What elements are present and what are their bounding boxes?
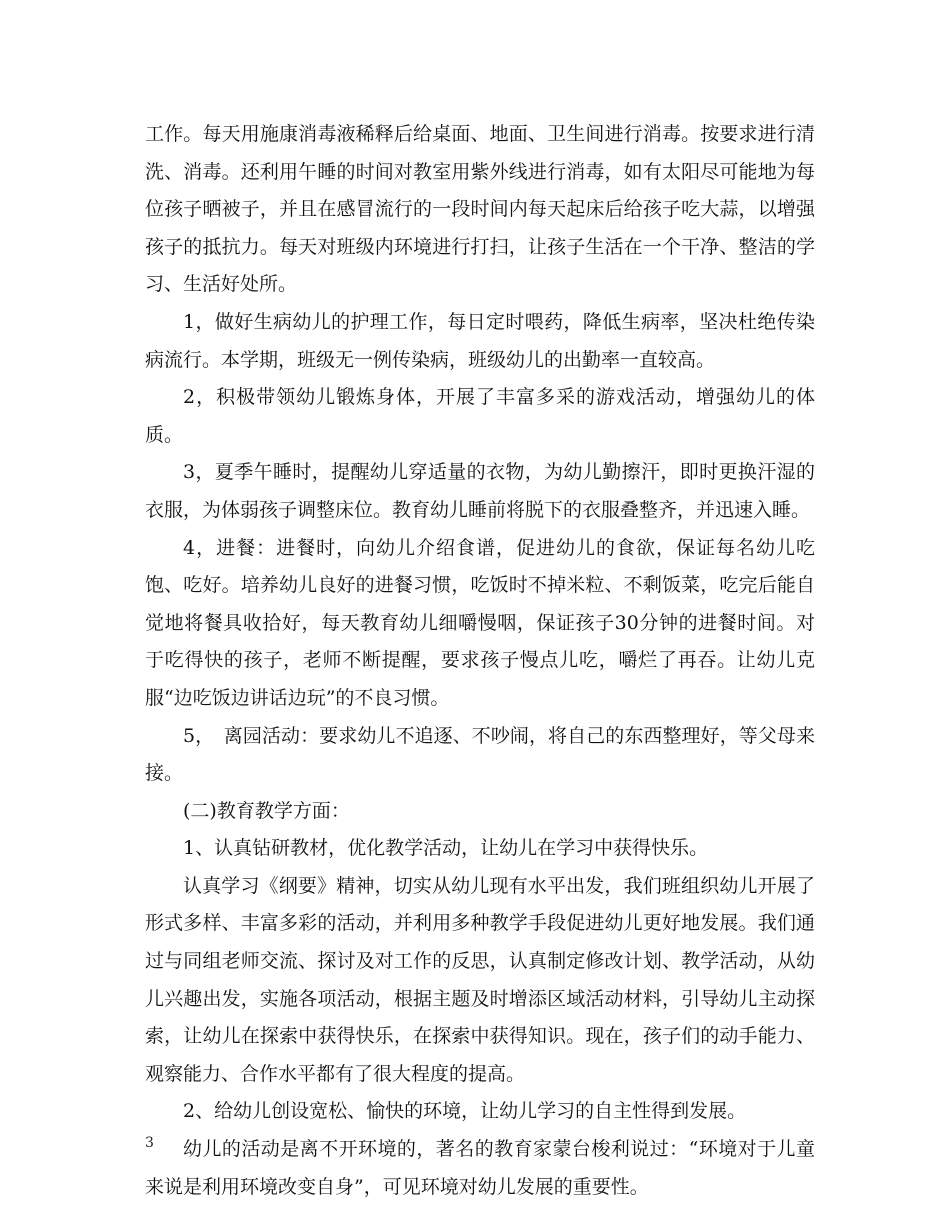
paragraph-2: 1，做好生病幼儿的护理工作，每日定时喂药，降低生病率，坚决杜绝传染病流行。本学期，班级无一例传染病，班级幼儿的出勤率一直较高。 [145, 310, 815, 371]
page-number: 3 [145, 1135, 154, 1151]
paragraph-8: 幼儿的活动是离不开环境的，著名的教育家蒙台梭利说过：“环境对于儿童来说是利用环境改变自身”，可见环境对幼儿发展的重要性。 [145, 1138, 815, 1198]
paragraph-6: 5， 离园活动：要求幼儿不追逐、不吵闹，将自己的东西整理好，等父母来接。 [145, 724, 815, 785]
document-body [145, 116, 815, 1206]
paragraph-7: 认真学习《纲要》精神，切实从幼儿现有水平出发，我们班组织幼儿开展了形式多样、丰富多彩的活动，并利用多种教学手段促进幼儿更好地发展。我们通过与同组老师交流、探讨及对工作的反思，认真制定修改计划、教学活动，从幼儿兴趣出发，实施各项活动，根据主题及时增添区域活动材料，引导幼儿主动探索，让幼儿在探索中获得快乐，在探索中获得知识。现在，孩子们的动手能力、观察能力、合作水平都有了很大程度的提高。 [145, 874, 815, 1085]
paragraph-5: 4，进餐：进餐时，向幼儿介绍食谱，促进幼儿的食欲，保证每名幼儿吃饱、吃好。培养幼儿良好的进餐习惯，吃饭时不掉米粒、不剩饭菜，吃完后能自觉地将餐具收拾好，每天教育幼儿细嚼慢咽，保证孩子30分钟的进餐时间。对于吃得快的孩子，老师不断提醒，要求孩子慢点儿吃，嚼烂了再吞。让幼儿克服“边吃饭边讲话边玩”的不良习惯。 [145, 536, 815, 709]
subheading-1: 1、认真钻研教材，优化教学活动，让幼儿在学习中获得快乐。 [183, 837, 709, 860]
subheading-2: 2、给幼儿创设宽松、愉快的环境，让幼儿学习的自主性得到发展。 [183, 1100, 747, 1123]
paragraph-4: 3，夏季午睡时，提醒幼儿穿适量的衣物，为幼儿勤擦汗，即时更换汗湿的衣服，为体弱孩子调整床位。教育幼儿睡前将脱下的衣服叠整齐，并迅速入睡。 [145, 461, 815, 521]
paragraph-3: 2，积极带领幼儿锻炼身体，开展了丰富多采的游戏活动，增强幼儿的体质。 [145, 386, 815, 446]
section-heading-education: (二)教育教学方面： [183, 799, 350, 822]
paragraph-1: 工作。每天用施康消毒液稀释后给桌面、地面、卫生间进行消毒。按要求进行清洗、消毒。还利用午睡的时间对教室用紫外线进行消毒，如有太阳尽可能地为每位孩子晒被子，并且在感冒流行的一段时间内每天起床后给孩子吃大蒜，以增强孩子的抵抗力。每天对班级内环境进行打扫，让孩子生活在一个干净、整洁的学习、生活好处所。 [145, 123, 815, 296]
